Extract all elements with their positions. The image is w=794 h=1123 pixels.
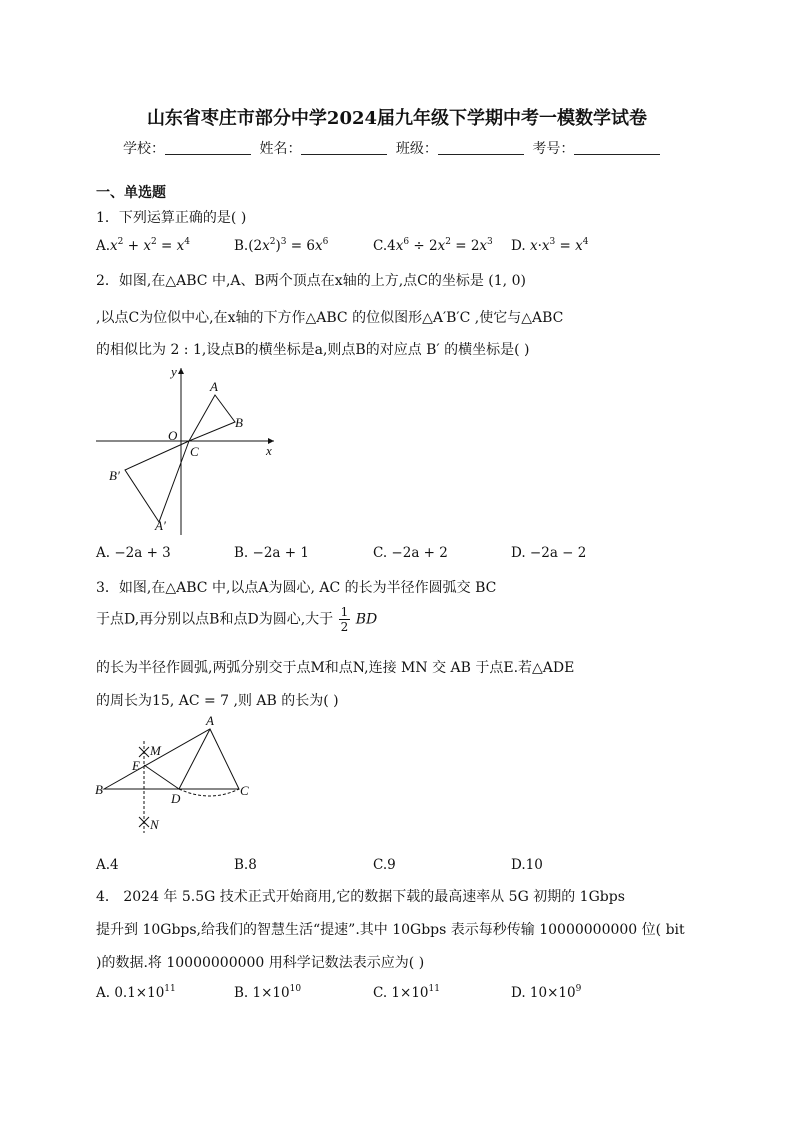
q4-line2: 提升到 10Gbps,给我们的智慧生活“提速”.其中 10Gbps 表示每秒传输 10000000000 位( bit [96,922,685,938]
q2-option-c[interactable]: C. −2a + 2 [373,545,448,561]
label-a: A [206,715,214,728]
q1-stem: 1．下列运算正确的是( ) [96,210,247,226]
id-blank[interactable] [574,140,660,155]
q3-line1: 3．如图,在△ABC 中,以点A为圆心, AC 的长为半径作圆弧交 BC [96,580,497,596]
q1-option-a[interactable]: $A.x^2 + x^2 = x^4$ [96,237,190,254]
q2-figure [92,360,292,540]
q4-option-d[interactable]: D. $10\times 10^9$ [511,984,582,1001]
label-a: A [210,379,218,394]
q2-line2: ,以点C为位似中心,在x轴的下方作△ABC 的位似图形△A′B′C ,使它与△ABC [96,310,564,326]
q4-option-b[interactable]: B. $1\times 10^{10}$ [234,984,302,1001]
triangle-a2b2c [125,441,189,522]
q4-line3: )的数据.将 10000000000 用科学记数法表示应为( ) [96,955,425,971]
name-label: 姓名： [259,141,302,157]
label-b-prime: B′ [109,468,120,483]
q3-option-a[interactable]: A.4 [96,857,119,873]
label-a-prime: A′ [155,518,166,533]
triangle-abc-3 [104,729,239,789]
segment-de [144,765,179,789]
fraction-half: $\frac{1}{2}$ [340,605,349,634]
q2-option-b[interactable]: B. −2a + 1 [234,545,309,561]
label-b: B [95,782,103,797]
school-blank[interactable] [165,140,251,155]
label-b: B [235,415,243,430]
class-blank[interactable] [438,140,524,155]
label-o: O [168,428,178,443]
q3-line2: 于点D,再分别以点B和点D为圆心,大于 $\frac{1}{2}$ BD [96,605,378,634]
label-c: C [190,444,199,459]
school-label: 学校： [123,141,165,157]
exam-title: 山东省枣庄市部分中学2024届九年级下学期中考一模数学试卷 [146,108,648,129]
id-label: 考号： [532,141,575,157]
label-d: D [171,791,181,806]
label-m: M [150,743,161,758]
class-label: 班级： [395,141,438,157]
label-x: x [266,443,272,458]
q3-option-c[interactable]: C.9 [373,857,396,873]
q2-line1: 2．如图,在△ABC 中,A、B两个顶点在x轴的上方,点C的坐标是 (1, 0) [96,273,526,289]
section-heading: 一、单选题 [96,185,166,201]
q2-option-d[interactable]: D. −2a − 2 [511,545,587,561]
q1-option-b[interactable]: $B.(2x^2)^3 = 6x^6$ [234,237,329,254]
q2-option-a[interactable]: A. −2a + 3 [96,545,171,561]
label-c: C [240,783,249,798]
q3-option-b[interactable]: B.8 [234,857,257,873]
q3-line4: 的周长为15, AC = 7 ,则 AB 的长为( ) [96,693,339,709]
name-blank[interactable] [301,140,387,155]
q3-figure [92,715,262,840]
q4-line1: 4． 2024 年 5.5G 技术正式开始商用,它的数据下载的最高速率从 5G 初期的 1Gbps [96,889,625,905]
q3-line3: 的长为半径作圆弧,两弧分别交于点M和点N,连接 MN 交 AB 于点E.若△ADE [96,660,575,676]
label-y: y [171,364,177,379]
q4-option-c[interactable]: C. $1\times 10^{11}$ [373,984,440,1001]
q4-option-a[interactable]: A. $0.1\times 10^{11}$ [96,984,176,1001]
label-e: E [132,758,140,773]
triangle-abc [189,395,235,441]
q1-option-d[interactable]: D. $x\cdot x^3 = x^4$ [511,237,589,254]
arc-cd [179,789,239,796]
q3-option-d[interactable]: D.10 [511,857,543,873]
q2-line3: 的相似比为 2 : 1,设点B的横坐标是a,则点B的对应点 B′ 的横坐标是( ) [96,342,530,358]
q1-option-c[interactable]: $C.4x^6 \div 2x^2 = 2x^3$ [373,237,493,254]
info-fields [123,138,664,158]
label-n: N [150,817,159,832]
